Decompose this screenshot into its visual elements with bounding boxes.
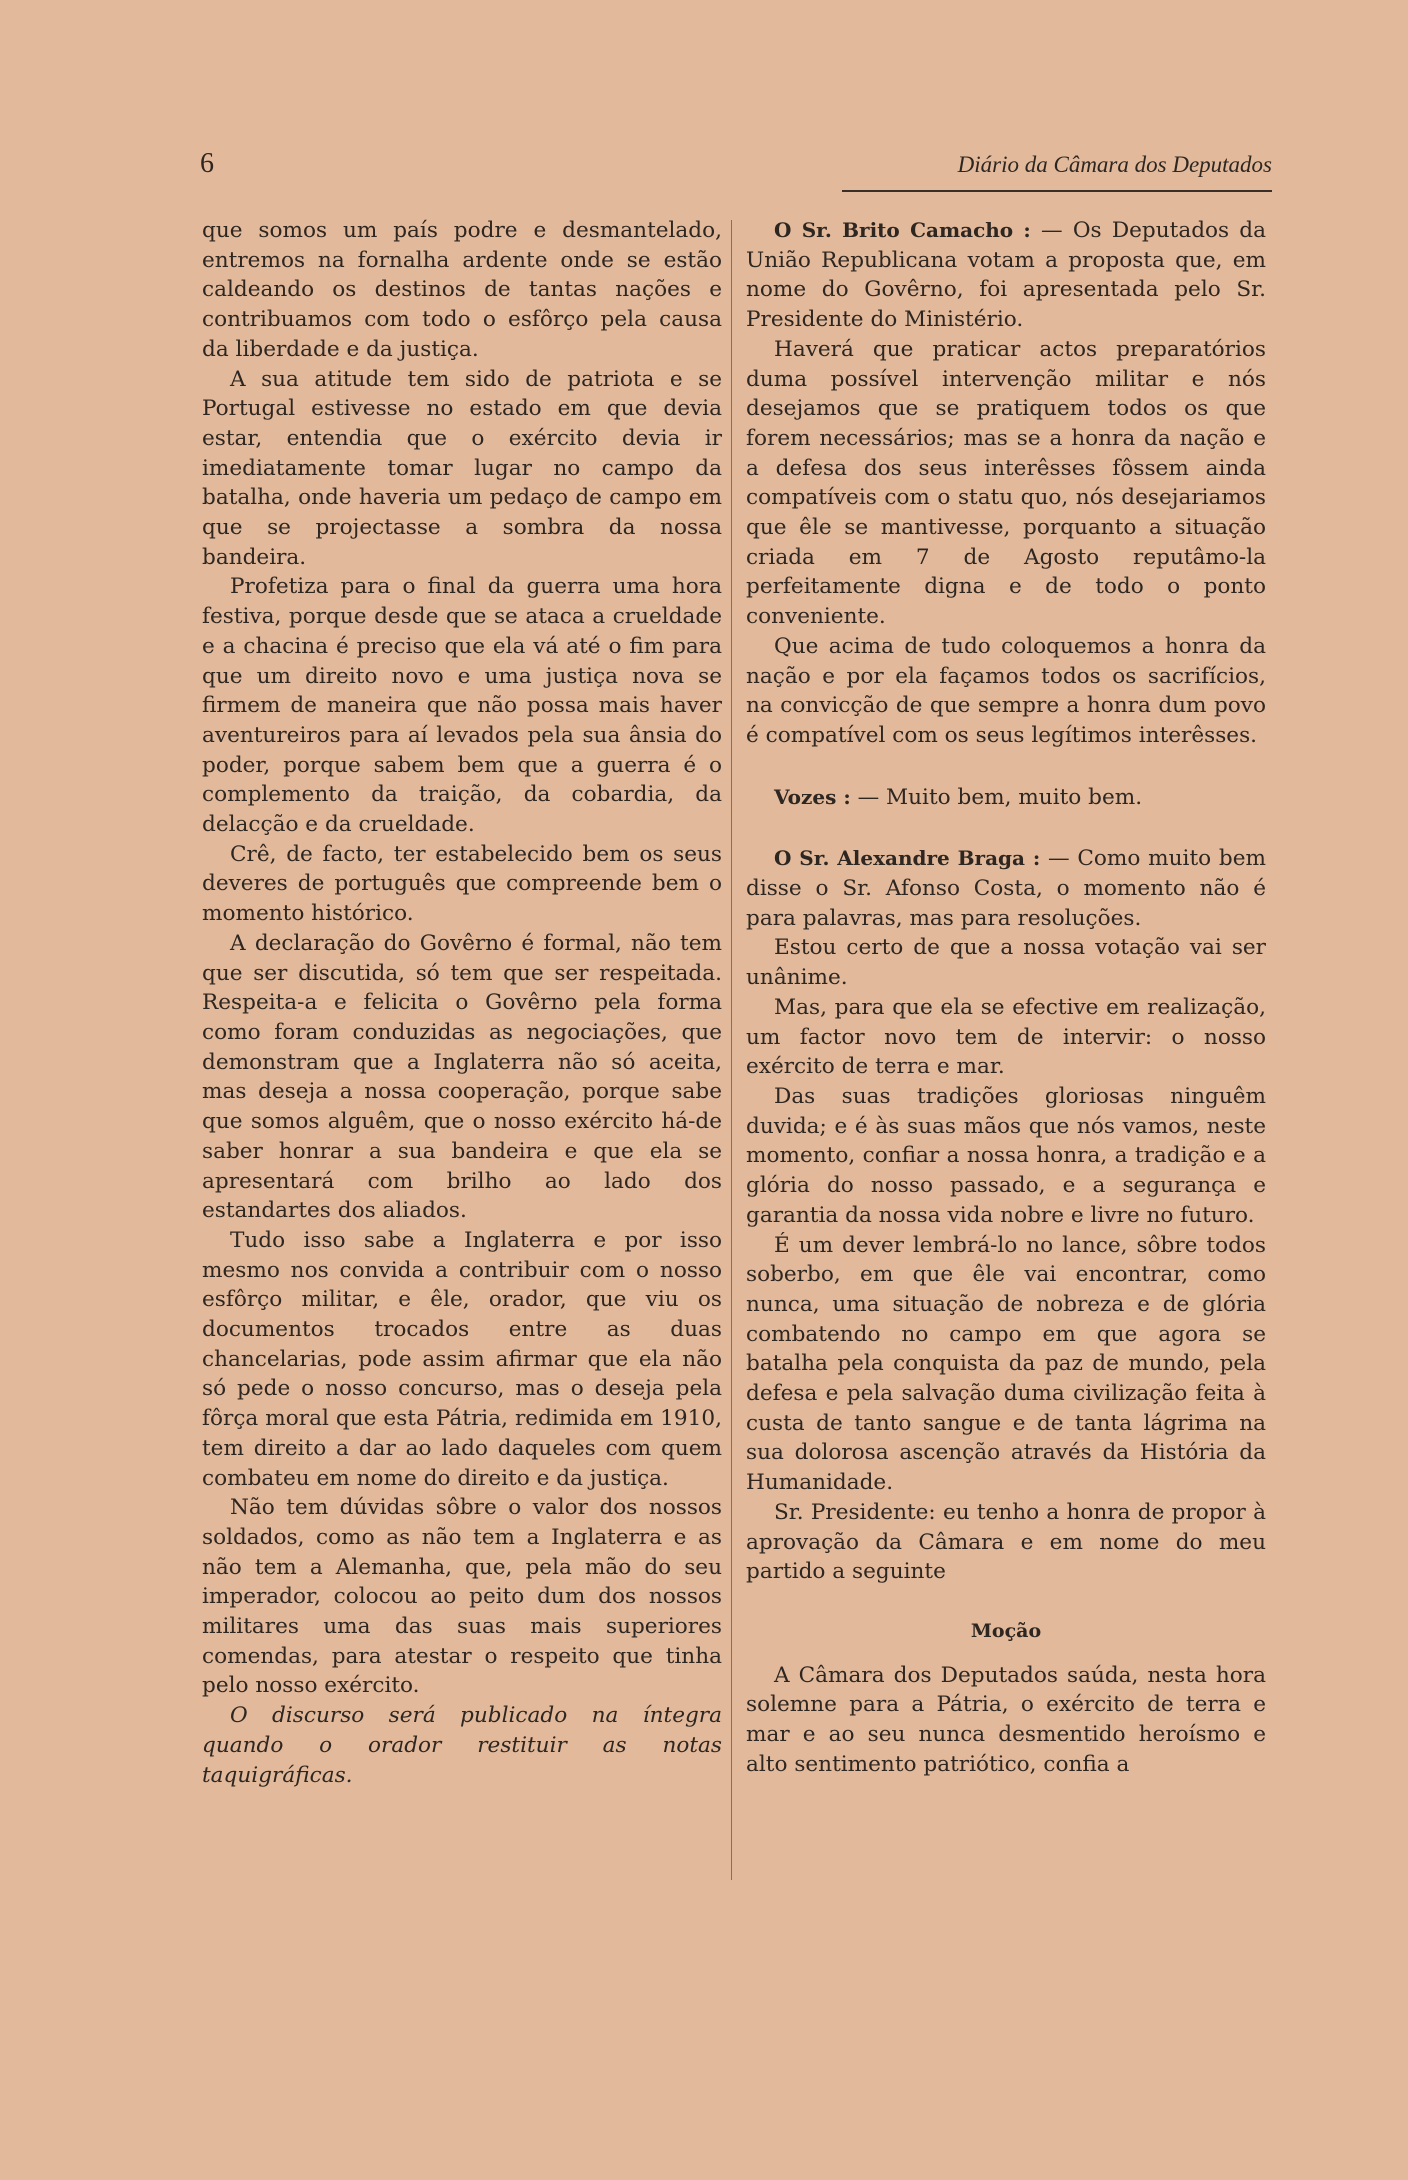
speech-brito-camacho: [746, 216, 1266, 335]
paragraph: Crê, de facto, ter estabelecido bem os seus deveres de português que compreende bem o momento histórico.: [202, 841, 722, 927]
speech-voices: [746, 783, 1266, 813]
motion-heading: Moção: [970, 1619, 1042, 1642]
speech-text: — Os Deputados da União Republicana votam a proposta que, em nome do Govêrno, foi apresentada pelo Sr. Presidente do Ministério.: [746, 218, 1266, 333]
speech-text: — Como muito bem disse o Sr. Afonso Costa, o momento não é para palavras, mas para resoluções.: [746, 846, 1266, 931]
header-rule: [842, 190, 1272, 192]
paragraph: Que acima de tudo coloquemos a honra da nação e por ela façamos todos os sacrifícios, na convicção de que sempre a honra dum povo é compatível com os seus legítimos interêsses.: [746, 633, 1266, 748]
speaker-name: O Sr. Brito Camacho :: [774, 218, 1031, 242]
paragraph: É um dever lembrá-lo no lance, sôbre todos soberbo, em que êle vai encontrar, como nunca, uma situação de nobreza e de glória combatendo no campo em que agora se batalha pela conquista da paz de mundo, pela defesa e pela salvação duma civilização feita à custa de tanto sangue e de tanta lágrima na sua dolorosa ascenção através da História da Humanidade.: [746, 1232, 1266, 1496]
paragraph: A declaração do Govêrno é formal, não tem que ser discutida, só tem que ser respeitada. Respeita-a e felicita o Govêrno pela forma como foram conduzidas as negociações, que demonstram que a Inglaterra não só aceita, mas deseja a nossa cooperação, porque sabe que somos alguêm, que o nosso exército há-de saber honrar a sua bandeira e que ela se apresentará com brilho ao lado dos estandartes dos aliados.: [202, 930, 722, 1224]
speaker-name: Vozes :: [774, 784, 851, 809]
motion-text: A Câmara dos Deputados saúda, nesta hora solemne para a Pátria, o exército de terra e mar e ao seu nunca desmentido heroísmo e alto sentimento patriótico, confia a: [746, 1662, 1266, 1777]
spacer: [746, 812, 1266, 832]
paragraph: Sr. Presidente: eu tenho a honra de propor à aprovação da Câmara e em nome do meu partido a seguinte: [746, 1499, 1266, 1585]
paragraph: Haverá que praticar actos preparatórios duma possível intervenção militar e nós desejamos que se pratiquem todos os que forem necessários; mas se a honra da nação e a defesa dos seus interêsses fôssem ainda compatíveis com o statu quo, nós desejariamos que êle se mantivesse, porquanto a situação criada em 7 de Agosto reputâmo-la perfeitamente digna e de todo o ponto conveniente.: [746, 336, 1266, 630]
paragraph: Mas, para que ela se efective em realização, um factor novo tem de intervir: o nosso exército de terra e mar.: [746, 994, 1266, 1080]
paragraph: Estou certo de que a nossa votação vai ser unânime.: [746, 935, 1266, 991]
paragraph: Das suas tradições gloriosas ninguêm duvida; e é às suas mãos que nós vamos, neste momento, confiar a nossa honra, a tradição e a glória do nosso passado, e a segurança e garantia da nossa vida nobre e livre no futuro.: [746, 1083, 1266, 1228]
editorial-note: O discurso será publicado na íntegra quando o orador restituir as notas taquigráficas.: [202, 1703, 722, 1788]
paragraph: Tudo isso sabe a Inglaterra e por isso mesmo nos convida a contribuir com o nosso esfôrço militar, e êle, orador, que viu os documentos trocados entre as duas chancelarias, pode assim afirmar que ela não só pede o nosso concurso, mas o deseja pela fôrça moral que esta Pátria, redimida em 1910, tem direito a dar ao lado daqueles com quem combateu em nome do direito e da justiça.: [202, 1227, 722, 1491]
paragraph: Profetiza para o final da guerra uma hora festiva, porque desde que se ataca a crueldade e a chacina é preciso que ela vá até o fim para que um direito novo e uma justiça nova se firmem de maneira que não possa mais haver aventureiros para aí levados pela sua ânsia do poder, porque sabem bem que a guerra é o complemento da traição, da cobardia, da delacção e da crueldade.: [202, 574, 722, 838]
speaker-name: O Sr. Alexandre Braga :: [774, 846, 1041, 871]
left-column: [202, 216, 722, 1790]
paragraph: A sua atitude tem sido de patriota e se Portugal estivesse no estado em que devia estar, entendia que o exército devia ir imediatamente tomar lugar no campo da batalha, onde haveria um pedaço de campo em que se projectasse a sombra da nossa bandeira.: [202, 366, 722, 570]
paragraph: que somos um país podre e desmantelado, entremos na fornalha ardente onde se estão caldeando os destinos de tantas nações e contribuamos com todo o esfôrço pela causa da liberdade e da justiça.: [202, 218, 722, 362]
speech-alexandre-braga: [746, 844, 1266, 933]
journal-title: Diário da Câmara dos Deputados: [957, 152, 1272, 177]
paragraph: Não tem dúvidas sôbre o valor dos nossos soldados, como as não tem a Inglaterra e as não tem a Alemanha, que, pela mão do seu imperador, colocou ao peito dum dos nossos militares uma das suas mais superiores comendas, para atestar o respeito que tinha pelo nosso exército.: [202, 1495, 722, 1699]
right-column: [746, 216, 1266, 1779]
spacer: [746, 751, 1266, 771]
speech-text: — Muito bem, muito bem.: [850, 784, 1143, 810]
column-divider: [731, 220, 732, 1880]
page-number: 6: [200, 148, 214, 179]
